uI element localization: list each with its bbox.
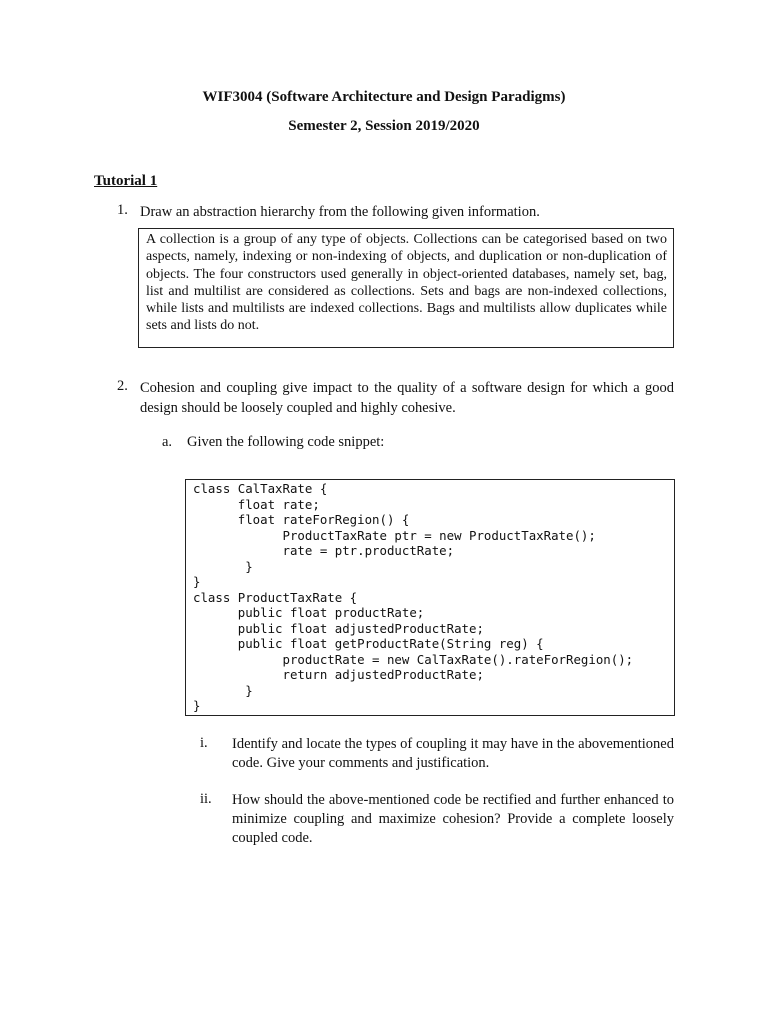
course-title: WIF3004 (Software Architecture and Design Paradigms)	[202, 89, 566, 105]
code-line: class ProductTaxRate {	[193, 589, 358, 605]
code-line: ProductTaxRate ptr = new ProductTaxRate();	[193, 527, 596, 543]
question-2-text: Cohesion and coupling give impact to the quality of a software design for which a good design should be loosely coupled and highly cohesive.	[140, 380, 674, 416]
code-line: }	[193, 574, 201, 589]
code-line: float rateForRegion() {	[193, 512, 410, 527]
question-2-number: 2.	[117, 378, 128, 394]
code-line: }	[193, 698, 201, 713]
subquestion-a-label: a.	[162, 434, 173, 450]
tutorial-title: Tutorial 1	[94, 173, 158, 189]
code-line: productRate = new CalTaxRate().rateForRegion();	[193, 651, 634, 667]
code-line: }	[193, 558, 253, 574]
code-line: public float productRate;	[193, 605, 425, 620]
semester-title: Semester 2, Session 2019/2020	[288, 118, 480, 134]
item-ii-label: ii.	[200, 791, 212, 807]
code-line: class CalTaxRate {	[193, 481, 328, 496]
item-i-label: i.	[200, 735, 208, 751]
question-1-number: 1.	[117, 202, 128, 218]
code-line: return adjustedProductRate;	[193, 667, 484, 682]
item-i-text: Identify and locate the types of coupling it may have in the abovementioned code. Give your comments and justification.	[232, 736, 674, 771]
collection-info-box: A collection is a group of any type of objects. Collections can be categorised based on two aspects, namely, indexing or non-indexing of objects, and duplication or non-duplication of objects. The four constructors used generally in object-oriented databases, namely set, bag, list and multilist are considered as collections. Sets and bags are non-indexed collections, while lists and multilists are indexed collections. Bags and multilists allow duplicates while sets and lists do not.	[138, 228, 674, 348]
item-ii-text: How should the above-mentioned code be rectified and further enhanced to minimize coupling and maximize cohesion? Provide a complete loosely coupled code.	[232, 792, 674, 846]
code-snippet-box	[185, 479, 675, 716]
subquestion-a-text: Given the following code snippet:	[187, 434, 385, 450]
code-line: float rate;	[193, 496, 320, 512]
code-line: }	[193, 682, 253, 698]
code-line: rate = ptr.productRate;	[193, 543, 455, 558]
code-line: public float getProductRate(String reg) {	[193, 636, 544, 651]
question-1-text: Draw an abstraction hierarchy from the following given information.	[140, 204, 540, 220]
code-line: public float adjustedProductRate;	[193, 620, 484, 636]
